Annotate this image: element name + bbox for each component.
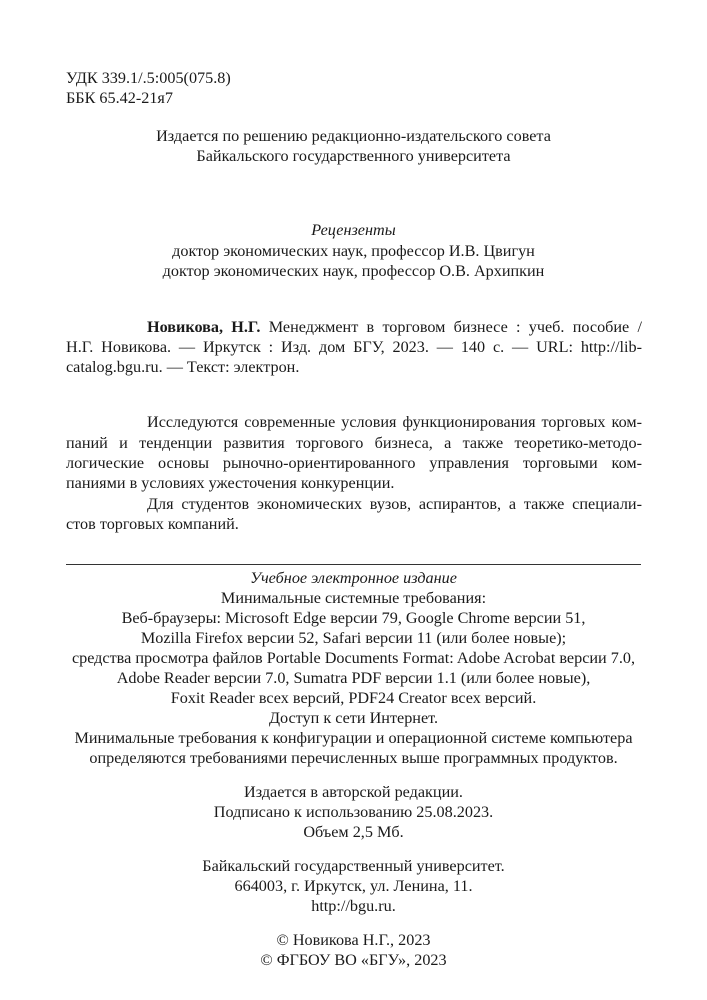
bbk-code: ББК 65.42-21я7 — [66, 89, 173, 107]
citation-line-1 — [147, 317, 642, 337]
address-line-2: 664003, г. Иркутск, ул. Ленина, 11. — [234, 877, 473, 895]
section-divider — [66, 564, 641, 565]
reviewer-2: доктор экономических наук, профессор О.В. Архипкин — [162, 262, 545, 280]
requirements-line-1: Минимальные системные требования: — [220, 589, 487, 607]
udk-code: УДК 339.1/.5:005(075.8) — [66, 69, 231, 87]
publisher-note-line-2: Байкальского государственного университета — [196, 147, 511, 165]
requirements-line-2: Веб-браузеры: Microsoft Edge версии 79, Google Chrome версии 51, — [121, 609, 586, 627]
requirements-line-4: средства просмотра файлов Portable Documents Format: Adobe Acrobat версии 7.0, — [71, 649, 636, 667]
abstract-line-1: Исследуются современные условия функционирования торговых ком- — [147, 413, 642, 431]
citation-line-3: catalog.bgu.ru. — Текст: электрон. — [66, 358, 300, 376]
abstract-line-4: паниями в условиях ужесточения конкуренции. — [66, 474, 395, 492]
publisher-note-line-1: Издается по решению редакционно-издательского совета — [156, 127, 551, 145]
abstract-line-5: Для студентов экономических вузов, аспирантов, а также специали- — [147, 495, 642, 513]
requirements-line-6: Foxit Reader всех версий, PDF24 Creator всех версий. — [170, 689, 537, 707]
citation-author: Новикова, Н.Г. — [147, 318, 261, 336]
requirements-line-8: Минимальные требования к конфигурации и операционной системе компьютера — [74, 729, 633, 747]
copyright-author: © Новикова Н.Г., 2023 — [276, 931, 431, 949]
publishing-line-1: Издается в авторской редакции. — [244, 783, 463, 801]
citation-line-2: Н.Г. Новикова. — Иркутск : Изд. дом БГУ, 2023. — 140 с. — URL: http://lib- — [66, 338, 642, 356]
address-line-1: Байкальский государственный университет. — [202, 857, 505, 875]
requirements-line-5: Adobe Reader версии 7.0, Sumatra PDF версии 1.1 (или более новые), — [116, 669, 591, 687]
requirements-line-9: определяются требованиями перечисленных выше программных продуктов. — [89, 749, 618, 767]
publishing-line-2: Подписано к использованию 25.08.2023. — [213, 803, 494, 821]
requirements-line-3: Mozilla Firefox версии 52, Safari версии 11 (или более новые); — [140, 629, 567, 647]
website-url: http://bgu.ru. — [311, 897, 396, 915]
copyright-institution: © ФГБОУ ВО «БГУ», 2023 — [260, 951, 447, 969]
abstract-line-2: паний и тенденции развития торгового бизнеса, а также теоретико-методо- — [66, 434, 642, 452]
requirements-line-7: Доступ к сети Интернет. — [268, 709, 439, 727]
citation-title: Менеджмент в торговом бизнесе : учеб. пособие / — [260, 318, 642, 336]
reviewer-1: доктор экономических наук, профессор И.В. Цвигун — [172, 242, 535, 260]
edition-type: Учебное электронное издание — [250, 569, 457, 587]
reviewers-heading: Рецензенты — [311, 221, 396, 239]
abstract-line-6: стов торговых компаний. — [66, 515, 239, 533]
publishing-line-3: Объем 2,5 Мб. — [303, 823, 404, 841]
abstract-line-3: логические основы рыночно-ориентированного управления торговыми ком- — [66, 454, 642, 472]
